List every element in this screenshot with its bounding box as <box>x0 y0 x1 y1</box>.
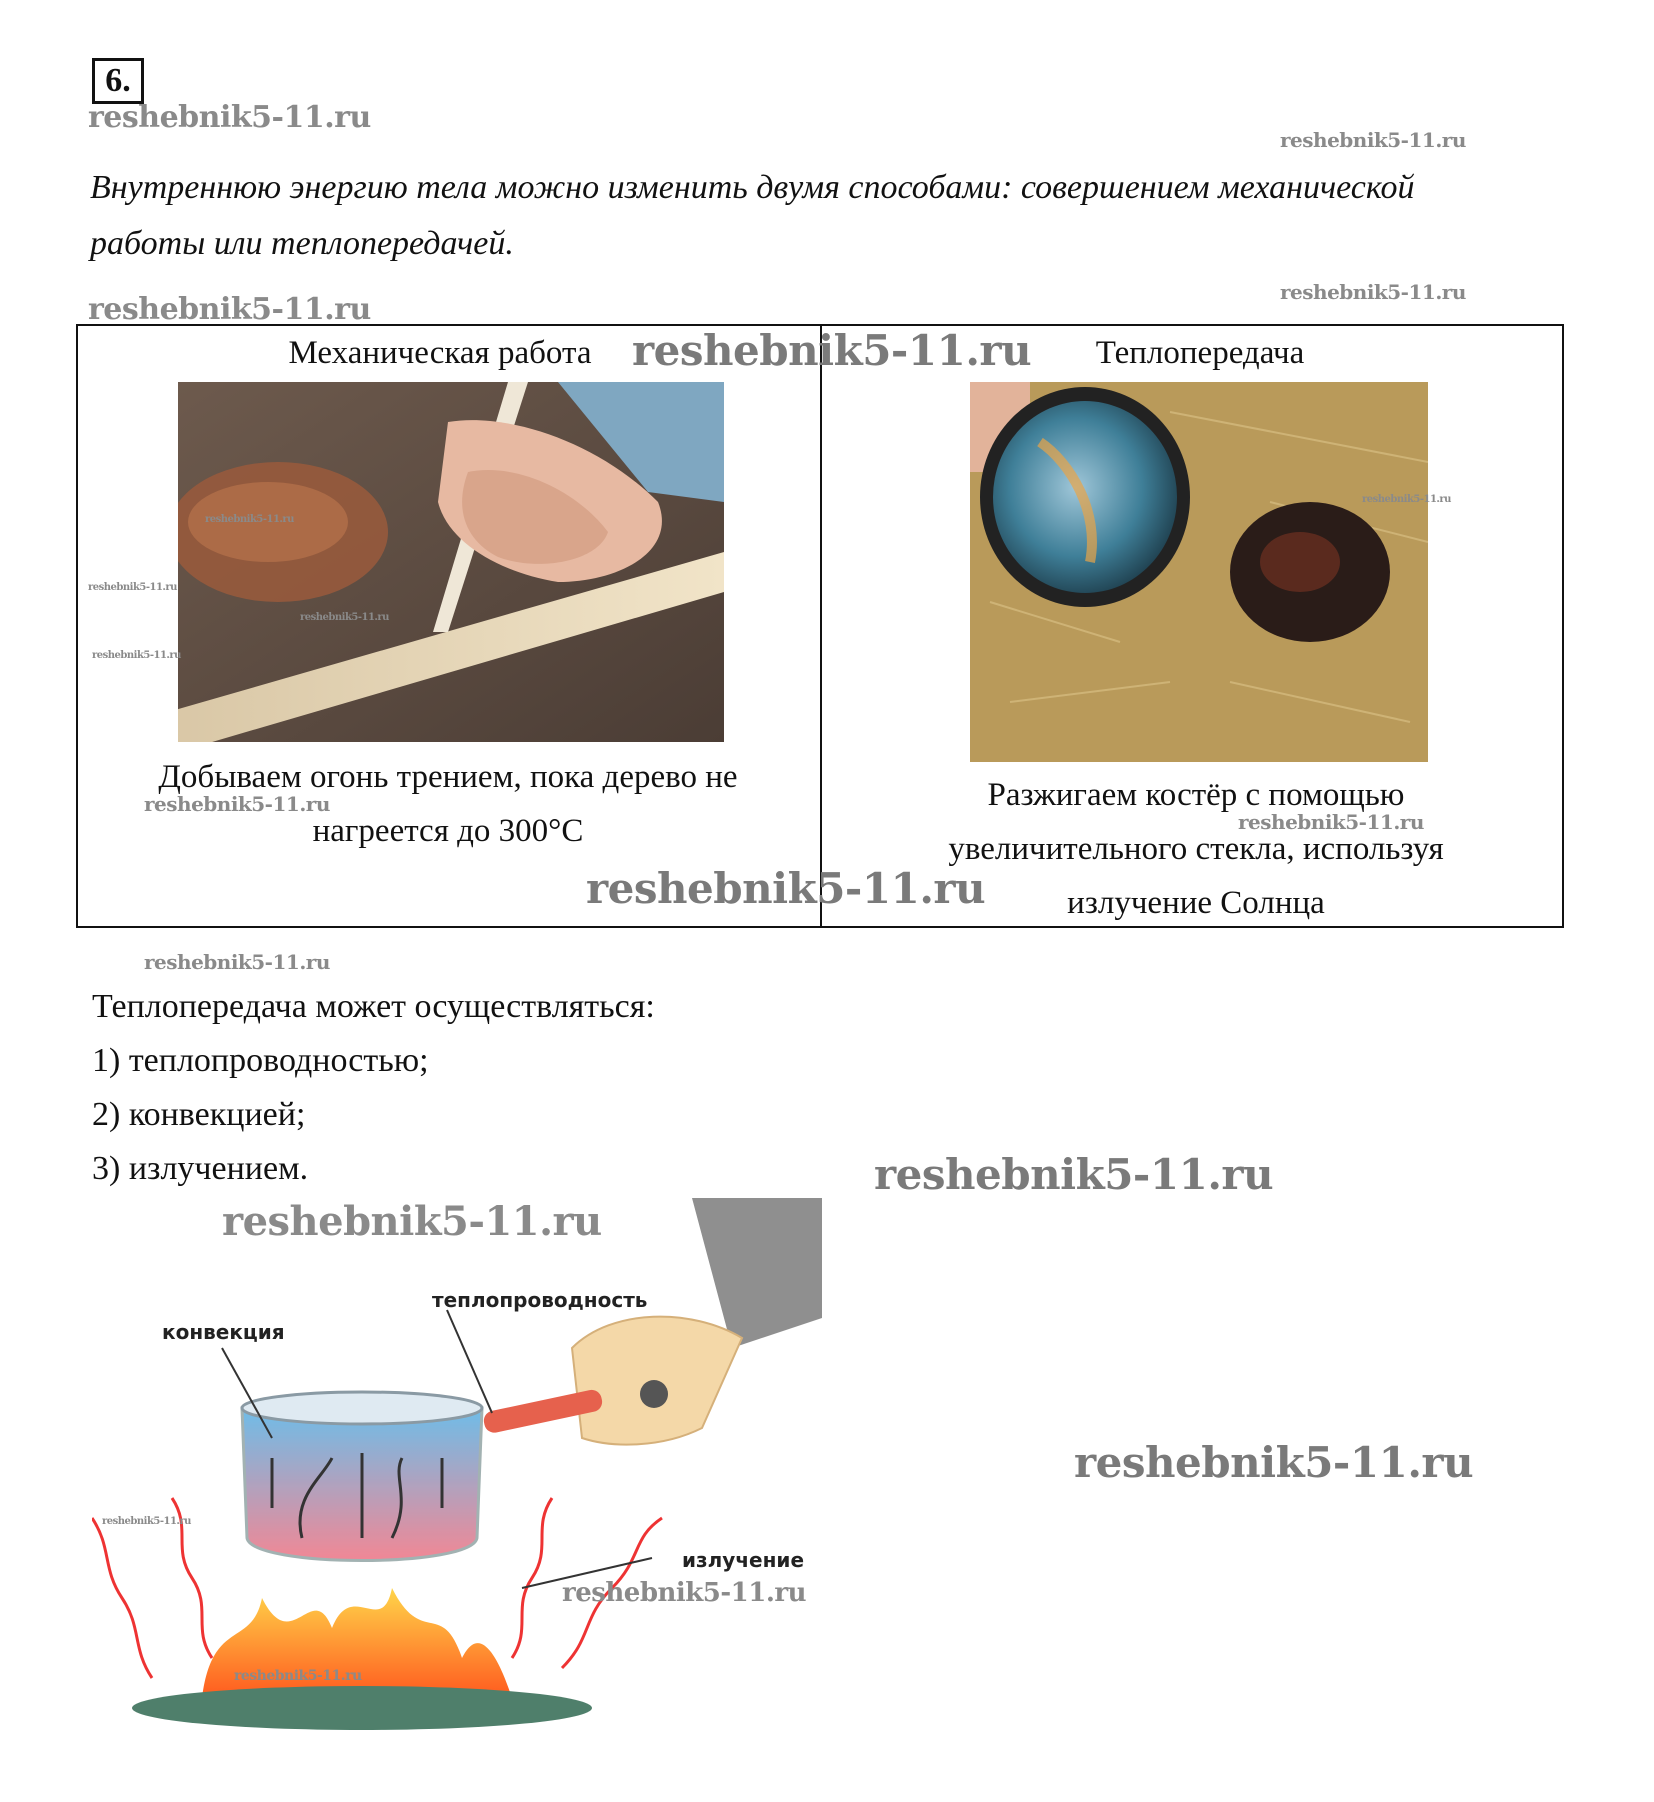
rubbing-sticks-fire-photo <box>178 382 724 742</box>
watermark: reshebnik5-11.ru <box>874 1150 1274 1199</box>
watermark: reshebnik5-11.ru <box>1238 810 1424 834</box>
watermark: reshebnik5-11.ru <box>1280 280 1466 304</box>
right-caption: Разжигаем костёр с помощью увеличительного стекла, используя излучение Солнца <box>948 777 1444 921</box>
watermark: reshebnik5-11.ru <box>144 792 330 816</box>
watermark: reshebnik5-11.ru <box>88 582 177 593</box>
watermark: reshebnik5-11.ru <box>234 1668 362 1684</box>
watermark: reshebnik5-11.ru <box>144 950 330 974</box>
watermark: reshebnik5-11.ru <box>88 292 371 327</box>
list-item: 3) излучением. <box>92 1150 309 1187</box>
magnifying-glass-fire-photo <box>970 382 1428 762</box>
list-item: 1) теплопроводностью; <box>92 1042 429 1079</box>
watermark: reshebnik5-11.ru <box>92 650 181 661</box>
left-caption: Добываем огонь трением, пока дерево не нагреется до 300°С <box>158 759 738 849</box>
watermark: reshebnik5-11.ru <box>300 612 389 623</box>
conduction-label: теплопроводность <box>432 1288 648 1312</box>
task-number: 6. <box>92 58 144 104</box>
table-divider <box>820 326 822 928</box>
watermark: reshebnik5-11.ru <box>1280 128 1466 152</box>
watermark: reshebnik5-11.ru <box>562 1578 807 1608</box>
watermark: reshebnik5-11.ru <box>586 864 986 913</box>
list-intro: Теплопередача может осуществляться: <box>92 988 655 1025</box>
watermark: reshebnik5-11.ru <box>102 1516 191 1527</box>
right-heading: Теплопередача <box>1095 335 1305 371</box>
watermark: reshebnik5-11.ru <box>88 100 371 135</box>
heat-transfer-list <box>92 980 655 1196</box>
convection-label: конвекция <box>162 1320 285 1344</box>
watermark: reshebnik5-11.ru <box>632 326 1032 375</box>
watermark: reshebnik5-11.ru <box>205 514 294 525</box>
heat-transfer-diagram <box>92 1198 822 1768</box>
radiation-label: излучение <box>682 1548 805 1572</box>
watermark: reshebnik5-11.ru <box>1074 1438 1474 1487</box>
watermark: reshebnik5-11.ru <box>1362 494 1451 505</box>
list-item: 2) конвекцией; <box>92 1096 306 1133</box>
watermark: reshebnik5-11.ru <box>222 1198 602 1245</box>
intro-text: Внутреннюю энергию тела можно изменить двумя способами: совершением механической работы или теплопередачей. <box>90 169 1415 262</box>
left-heading: Механическая работа <box>288 335 592 371</box>
